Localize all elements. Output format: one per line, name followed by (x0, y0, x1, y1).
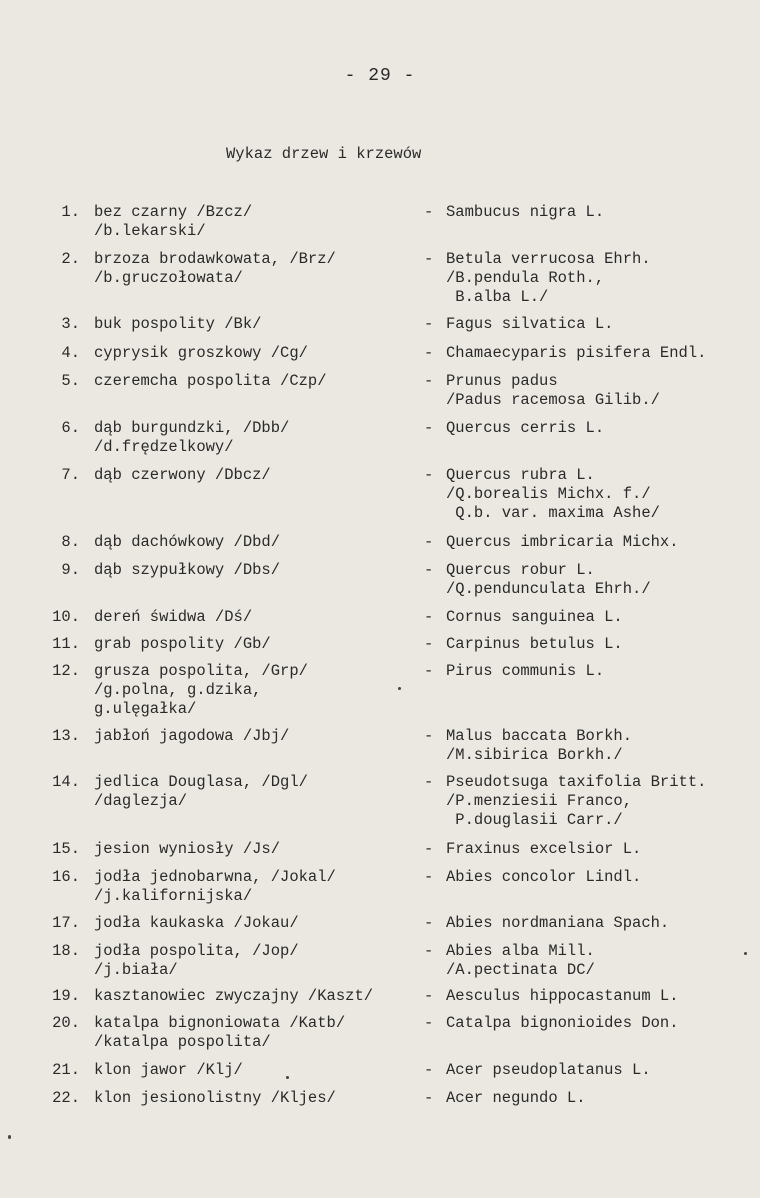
latin-name (446, 372, 760, 410)
separator-dash: - (424, 1014, 434, 1032)
separator-dash: - (424, 419, 434, 437)
latin-name (446, 1061, 760, 1080)
list-item (0, 914, 760, 933)
entry-number: 11. (52, 635, 80, 653)
polish-name (94, 635, 424, 654)
separator-dash: - (424, 662, 434, 680)
separator-dash: - (424, 987, 434, 1005)
separator-dash: - (424, 1089, 434, 1107)
latin-name-line: Sambucus nigra L. (446, 203, 605, 221)
polish-name-line: g.ulęgałka/ (94, 700, 197, 718)
entry-number: 10. (52, 608, 80, 626)
entry-number: 20. (52, 1014, 80, 1032)
latin-name (446, 561, 760, 599)
list-item (0, 773, 760, 830)
polish-name-line: jedlica Douglasa, /Dgl/ (94, 773, 308, 791)
polish-name (94, 840, 424, 859)
entry-number: 15. (52, 840, 80, 858)
polish-name (94, 1014, 424, 1052)
latin-name-line: Acer negundo L. (446, 1089, 586, 1107)
latin-name (446, 608, 760, 627)
polish-name-line: jodła jednobarwna, /Jokal/ (94, 868, 336, 886)
speck-mark (286, 1076, 289, 1079)
polish-name-line: bez czarny /Bzcz/ (94, 203, 253, 221)
entry-number: 9. (61, 561, 80, 579)
speck-mark (8, 1135, 11, 1139)
polish-name (94, 561, 424, 599)
latin-name-line: Carpinus betulus L. (446, 635, 623, 653)
latin-name (446, 635, 760, 654)
separator-dash: - (424, 840, 434, 858)
list-item (0, 203, 760, 241)
latin-name (446, 1014, 760, 1052)
latin-name-line: Chamaecyparis pisifera Endl. (446, 344, 707, 362)
polish-name-line: /d.frędzelkowy/ (94, 438, 234, 456)
list-item (0, 727, 760, 765)
polish-name-line: jodła kaukaska /Jokau/ (94, 914, 299, 932)
latin-name (446, 727, 760, 765)
polish-name (94, 608, 424, 627)
list-item (0, 533, 760, 552)
latin-name-line: Prunus padus (446, 372, 558, 390)
entry-number: 2. (61, 250, 80, 268)
latin-name-line: /B.pendula Roth., (446, 269, 605, 287)
separator-dash: - (424, 1061, 434, 1079)
list-item (0, 419, 760, 457)
entry-number: 8. (61, 533, 80, 551)
separator-dash: - (424, 203, 434, 221)
latin-name (446, 662, 760, 719)
latin-name-line: Q.b. var. maxima Ashe/ (446, 504, 660, 522)
polish-name-line: klon jawor /Klj/ (94, 1061, 243, 1079)
separator-dash: - (424, 372, 434, 390)
speck-mark (398, 687, 401, 690)
latin-name-line: Abies nordmaniana Spach. (446, 914, 670, 932)
list-item (0, 868, 760, 906)
polish-name (94, 662, 424, 719)
latin-name-line: Pirus communis L. (446, 662, 605, 680)
latin-name-line: Abies concolor Lindl. (446, 868, 642, 886)
latin-name-line: Aesculus hippocastanum L. (446, 987, 679, 1005)
entry-number: 16. (52, 868, 80, 886)
separator-dash: - (424, 315, 434, 333)
polish-name (94, 203, 424, 241)
entry-number: 7. (61, 466, 80, 484)
list-item (0, 466, 760, 523)
separator-dash: - (424, 914, 434, 932)
list-item (0, 635, 760, 654)
separator-dash: - (424, 344, 434, 362)
latin-name-line: B.alba L./ (446, 288, 549, 306)
entry-number: 5. (61, 372, 80, 390)
latin-name-line: P.douglasii Carr./ (446, 811, 623, 829)
list-item (0, 1089, 760, 1108)
polish-name-line: dąb szypułkowy /Dbs/ (94, 561, 281, 579)
polish-name-line: /j.biała/ (94, 961, 178, 979)
latin-name-line: /P.menziesii Franco, (446, 792, 633, 810)
separator-dash: - (424, 635, 434, 653)
latin-name-line: Malus baccata Borkh. (446, 727, 633, 745)
latin-name-line: Fraxinus excelsior L. (446, 840, 642, 858)
list-item (0, 315, 760, 334)
latin-name-line: Quercus imbricaria Michx. (446, 533, 679, 551)
latin-name-line: /A.pectinata DC/ (446, 961, 595, 979)
polish-name-line: klon jesionolistny /Kljes/ (94, 1089, 336, 1107)
latin-name (446, 203, 760, 241)
polish-name-line: /b.lekarski/ (94, 222, 206, 240)
latin-name-line: Quercus robur L. (446, 561, 595, 579)
speck-mark (744, 952, 747, 955)
polish-name-line: brzoza brodawkowata, /Brz/ (94, 250, 336, 268)
polish-name-line: katalpa bignoniowata /Katb/ (94, 1014, 346, 1032)
tree-list (0, 203, 760, 1116)
separator-dash: - (424, 561, 434, 579)
entry-number: 6. (61, 419, 80, 437)
list-item (0, 662, 760, 719)
polish-name-line: /daglezja/ (94, 792, 188, 810)
separator-dash: - (424, 250, 434, 268)
polish-name-line: jabłoń jagodowa /Jbj/ (94, 727, 290, 745)
separator-dash: - (424, 533, 434, 551)
entry-number: 18. (52, 942, 80, 960)
separator-dash: - (424, 942, 434, 960)
entry-number: 19. (52, 987, 80, 1005)
latin-name (446, 1089, 760, 1108)
polish-name (94, 466, 424, 523)
separator-dash: - (424, 868, 434, 886)
latin-name-line: Quercus rubra L. (446, 466, 595, 484)
entry-number: 22. (52, 1089, 80, 1107)
polish-name-line: dąb burgundzki, /Dbb/ (94, 419, 290, 437)
page-number: - 29 - (344, 66, 416, 86)
polish-name-line: kasztanowiec zwyczajny /Kaszt/ (94, 987, 374, 1005)
latin-name (446, 344, 760, 363)
polish-name-line: dąb czerwony /Dbcz/ (94, 466, 271, 484)
separator-dash: - (424, 608, 434, 626)
latin-name (446, 533, 760, 552)
separator-dash: - (424, 773, 434, 791)
latin-name-line: Cornus sanguinea L. (446, 608, 623, 626)
page-title: Wykaz drzew i krzewów (226, 145, 422, 163)
list-item (0, 942, 760, 980)
latin-name-line: /Q.pendunculata Ehrh./ (446, 580, 651, 598)
polish-name-line: /katalpa pospolita/ (94, 1033, 271, 1051)
list-item (0, 250, 760, 307)
latin-name (446, 942, 760, 980)
polish-name (94, 1061, 424, 1080)
entry-number: 21. (52, 1061, 80, 1079)
polish-name-line: /g.polna, g.dzika, (94, 681, 262, 699)
polish-name (94, 250, 424, 307)
polish-name-line: jodła pospolita, /Jop/ (94, 942, 299, 960)
list-item (0, 1014, 760, 1052)
polish-name (94, 533, 424, 552)
latin-name-line: Acer pseudoplatanus L. (446, 1061, 651, 1079)
polish-name-line: buk pospolity /Bk/ (94, 315, 262, 333)
polish-name (94, 914, 424, 933)
entry-number: 1. (61, 203, 80, 221)
latin-name-line: Betula verrucosa Ehrh. (446, 250, 651, 268)
entry-number: 3. (61, 315, 80, 333)
latin-name (446, 840, 760, 859)
polish-name (94, 868, 424, 906)
list-item (0, 987, 760, 1006)
latin-name-line: Pseudotsuga taxifolia Britt. (446, 773, 707, 791)
polish-name-line: grusza pospolita, /Grp/ (94, 662, 308, 680)
list-item (0, 372, 760, 410)
polish-name (94, 942, 424, 980)
polish-name (94, 315, 424, 334)
entry-number: 12. (52, 662, 80, 680)
list-item (0, 344, 760, 363)
separator-dash: - (424, 727, 434, 745)
polish-name-line: /j.kalifornijska/ (94, 887, 253, 905)
polish-name (94, 773, 424, 830)
polish-name (94, 987, 424, 1006)
latin-name (446, 315, 760, 334)
entry-number: 17. (52, 914, 80, 932)
latin-name-line: Abies alba Mill. (446, 942, 595, 960)
latin-name (446, 466, 760, 523)
polish-name (94, 419, 424, 457)
polish-name-line: /b.gruczołowata/ (94, 269, 243, 287)
list-item (0, 840, 760, 859)
list-item (0, 608, 760, 627)
polish-name-line: jesion wyniosły /Js/ (94, 840, 281, 858)
polish-name (94, 727, 424, 765)
entry-number: 14. (52, 773, 80, 791)
latin-name-line: Quercus cerris L. (446, 419, 605, 437)
entry-number: 13. (52, 727, 80, 745)
polish-name-line: cyprysik groszkowy /Cg/ (94, 344, 308, 362)
polish-name (94, 344, 424, 363)
list-item (0, 1061, 760, 1080)
polish-name (94, 372, 424, 410)
polish-name-line: dereń świdwa /Dś/ (94, 608, 253, 626)
polish-name-line: czeremcha pospolita /Czp/ (94, 372, 327, 390)
latin-name-line: /Q.borealis Michx. f./ (446, 485, 651, 503)
latin-name (446, 250, 760, 307)
polish-name (94, 1089, 424, 1108)
latin-name-line: Catalpa bignonioides Don. (446, 1014, 679, 1032)
latin-name-line: /Padus racemosa Gilib./ (446, 391, 660, 409)
latin-name (446, 987, 760, 1006)
list-item (0, 561, 760, 599)
latin-name (446, 419, 760, 457)
latin-name (446, 914, 760, 933)
polish-name-line: dąb dachówkowy /Dbd/ (94, 533, 281, 551)
separator-dash: - (424, 466, 434, 484)
latin-name-line: /M.sibirica Borkh./ (446, 746, 623, 764)
latin-name-line: Fagus silvatica L. (446, 315, 614, 333)
latin-name (446, 868, 760, 906)
entry-number: 4. (61, 344, 80, 362)
latin-name (446, 773, 760, 830)
polish-name-line: grab pospolity /Gb/ (94, 635, 271, 653)
